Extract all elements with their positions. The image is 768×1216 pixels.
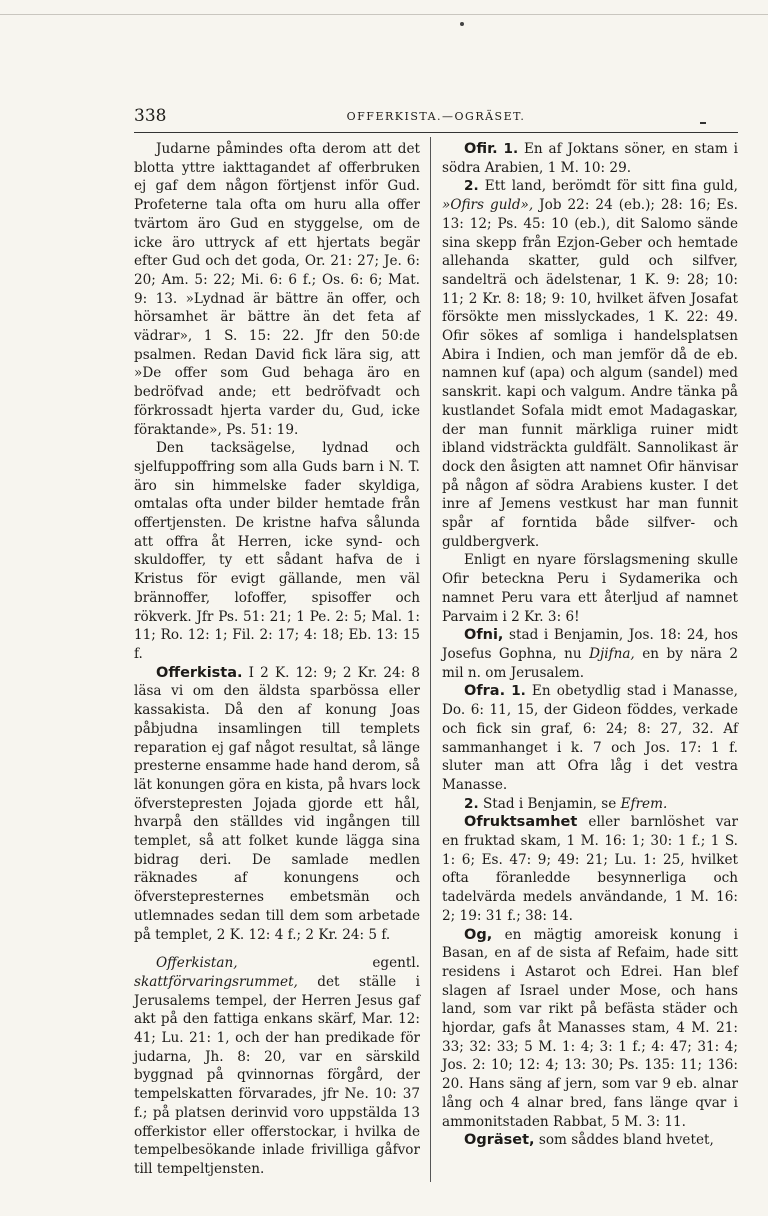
entry-term: Offerkistan, <box>156 955 238 972</box>
offer-paragraph-1: Judarne påmindes ofta derom att det blotta yttre iakttagandet af offerbruken ej gaf dem någon förtjenst inför Gud. Profeterne tala ofta om huru alla offer tvärtom äro Gud en styggelse, om de icke äro uttryck af ett hjertats begär efter Gud och det goda, Or. 21: 27; Je. 6: 20; Am. 5: 22; Mi. 6: 6 f.; Os. 6: 6; Mat. 9: 13. »Lydnad är bättre än offer, och hörsamhet är bättre än det feta af vädrar», 1 S. 15: 22. Jfr den 50:de psalmen. Redan David fick lära sig, att »De offer som Gud behaga äro en bedröfvad ande; ett bedröfvadt och förkrossadt hjerta varder du, Gud, icke föraktande», Ps. 51: 19. <box>134 141 420 438</box>
entry-text: Ett land, berömdt för sitt fina guld, <box>478 178 738 195</box>
entry-ograset <box>442 1131 738 1150</box>
entry-headword: Og, <box>464 926 493 943</box>
page-header <box>134 106 738 126</box>
sense-number: 1. <box>503 141 519 157</box>
column-divider <box>430 137 431 1182</box>
scan-speck <box>460 22 464 26</box>
page-number: 338 <box>134 106 167 126</box>
entry-text: en mägtig amoreisk konung i Basan, en af de sista af Refaim, hade sitt residens i Astarot och Edrei. Han blef slagen af Israel under Mose, och hans land, som var rikt på befästa städer och hjordar, gafs åt Manasses stam, 4 M. 21: 33; 32: 33; 5 M. 1: 4; 3: 1 f.; 4: 47; 31: 4; Jos. 2: 10; 12: 4; 13: 30; Ps. 135: 11; 136: 20. Hans säng af jern, som var 9 eb. alnar lång och 4 alnar bred, fans länge qvar i ammonitstaden Rabbat, 5 M. 3: 11. <box>442 926 738 1130</box>
entry-ofra <box>442 682 738 794</box>
entry-text: egentl. <box>237 955 420 972</box>
entry-ofni <box>442 626 738 682</box>
header-mark <box>700 122 706 124</box>
entry-text: stad i Benjamin, Jos. 18: 24, hos Josefus Gophna, nu <box>442 627 738 662</box>
entry-offerkistan <box>134 954 420 1178</box>
entry-ofra-2 <box>442 795 738 814</box>
entry-headword: Ofra. <box>464 683 506 700</box>
entry-italic: »Ofirs guld», <box>442 197 534 214</box>
entry-ofir <box>442 140 738 177</box>
entry-og <box>442 926 738 1132</box>
top-scan-line <box>0 14 768 15</box>
entry-ofir-2 <box>442 177 738 551</box>
sense-number: 2. <box>464 795 479 812</box>
entry-text: en by nära 2 mil n. om Jerusalem. <box>442 645 739 681</box>
running-head: OFFERKISTA.—OGRÄSET. <box>346 110 526 123</box>
entry-headword: Ofni, <box>464 627 504 644</box>
entry-term: skattförvaringsrummet, <box>134 973 298 990</box>
right-column <box>442 140 738 1150</box>
spacer <box>134 944 420 954</box>
entry-ofir-3: Enligt en nyare förslagsmening skulle Ofir beteckna Peru i Sydamerika och namnet Peru vara ett återljud af namnet Parvaim i 2 Kr. 3: 6! <box>442 552 738 625</box>
entry-text: En af Joktans söner, en stam i södra Arabien, 1 M. 10: 29. <box>442 141 738 176</box>
entry-headword: Ogräset, <box>464 1132 535 1149</box>
entry-headword: Offerkista. <box>156 664 243 681</box>
entry-ofruktsamhet <box>442 813 738 925</box>
entry-text: Stad i Benjamin, se <box>478 795 621 812</box>
entry-text: det ställe i Jerusalems tempel, der Herren Jesus gaf akt på den fattiga enkans skärf, Mar. 12: 41; Lu. 21: 1, och der han predikade för judarna, Jh. 8: 20, var en särskild byggnad på qvinnornas förgård, der tempelskatten förvarades, jfr Ne. 10: 37 f.; på platsen derinvid voro uppstälda 13 offerkistor eller offerstockar, i hvilka de tempelbesökande inlade frivilliga gåfvor till tempeltjensten. <box>134 973 420 1177</box>
left-column <box>134 140 420 1179</box>
sense-number: 2. <box>464 178 479 195</box>
entry-headword: Ofir. <box>464 141 498 157</box>
entry-italic: Djifna, <box>589 645 635 662</box>
header-rule <box>134 132 738 133</box>
entry-text: som såddes bland hvetet, <box>534 1132 714 1149</box>
offer-paragraph-2: Den tacksägelse, lydnad och sjelfuppoffring som alla Guds barn i N. T. äro sin himmelske fader skyldiga, omtalas ofta under bilder hemtade från offertjensten. De kristne hafva sålunda att offra åt Herren, icke synd- och skuldoffer, ty ett sådant hafva de i Kristus för evigt gällande, men väl brännoffer, lofoffer, spisoffer och rökverk. Jfr Ps. 51: 21; 1 Pe. 2: 5; Mal. 1: 11; Ro. 12: 1; Fil. 2: 17; 4: 18; Eb. 13: 15 f. <box>134 440 420 662</box>
entry-italic: Efrem. <box>620 795 668 812</box>
entry-text: Job 22: 24 (eb.); 28: 16; Es. 13: 12; Ps. 45: 10 (eb.), dit Salomo sände sina skepp från Ezjon-Geber och hemtade allehanda skatter, guld och silfver, sandelträ och ädelstenar, 1 K. 9: 28; 10: 11; 2 Kr. 8: 18; 9: 10, hvilket äfven Josafat försökte men misslyckades, 1 K. 22: 49. Ofir sökes af somliga i handelsplatsen Abira i Indien, och man jemför då de eb. namnen kuf (apa) och algum (sandel) med sanskrit. kapi och valgum. Andre tänka på kustlandet Sofala midt emot Madagaskar, der man funnit märkliga ruiner midt ibland vidsträckta guldfält. Sannolikast är dock den åsigten att namnet Ofir hänvisar på någon af södra Arabiens kuster. I det inre af Jemens vestkust har man funnit spår af forntida både silfver- och guldbergverk. <box>442 197 738 550</box>
sense-number: 1. <box>511 683 526 700</box>
entry-offerkista <box>134 664 420 945</box>
entry-text: eller barnlöshet var en fruktad skam, 1 M. 16: 1; 30: 1 f.; 1 S. 1: 6; Es. 47: 9; 49: 21; Lu. 1: 25, hvilket ofta föranledde besynnerliga och tadelvärda medels användande, 1 M. 16: 2; 19: 31 f.; 38: 14. <box>442 814 738 924</box>
entry-text: En obetydlig stad i Manasse, Do. 6: 11, 15, der Gideon föddes, verkade och fick sin graf, 6: 24; 8: 27, 32. Af sammanhanget i k. 7 och Jos. 17: 1 f. sluter man att Ofra låg i det vestra Manasse. <box>442 683 738 793</box>
entry-headword: Ofruktsamhet <box>464 814 578 831</box>
entry-text: I 2 K. 12: 9; 2 Kr. 24: 8 läsa vi om den äldsta sparbössa eller kassakista. Då den af konung Joas påbjudna insamlingen till templets reparation ej gaf något resultat, så länge presterne ensamme hade hand derom, så lät konungen göra en kista, på hvars lock öfverstepresten Jojada gjorde ett hål, hvarpå den ställdes vid ingången till templet, så att folket kunde lägga sina bidrag deri. De samlade medlen räknades af konungens och öfverstepresternes embetsmän och utlemnades sedan till dem som arbetade på templet, 2 K. 12: 4 f.; 2 Kr. 24: 5 f. <box>134 664 420 943</box>
